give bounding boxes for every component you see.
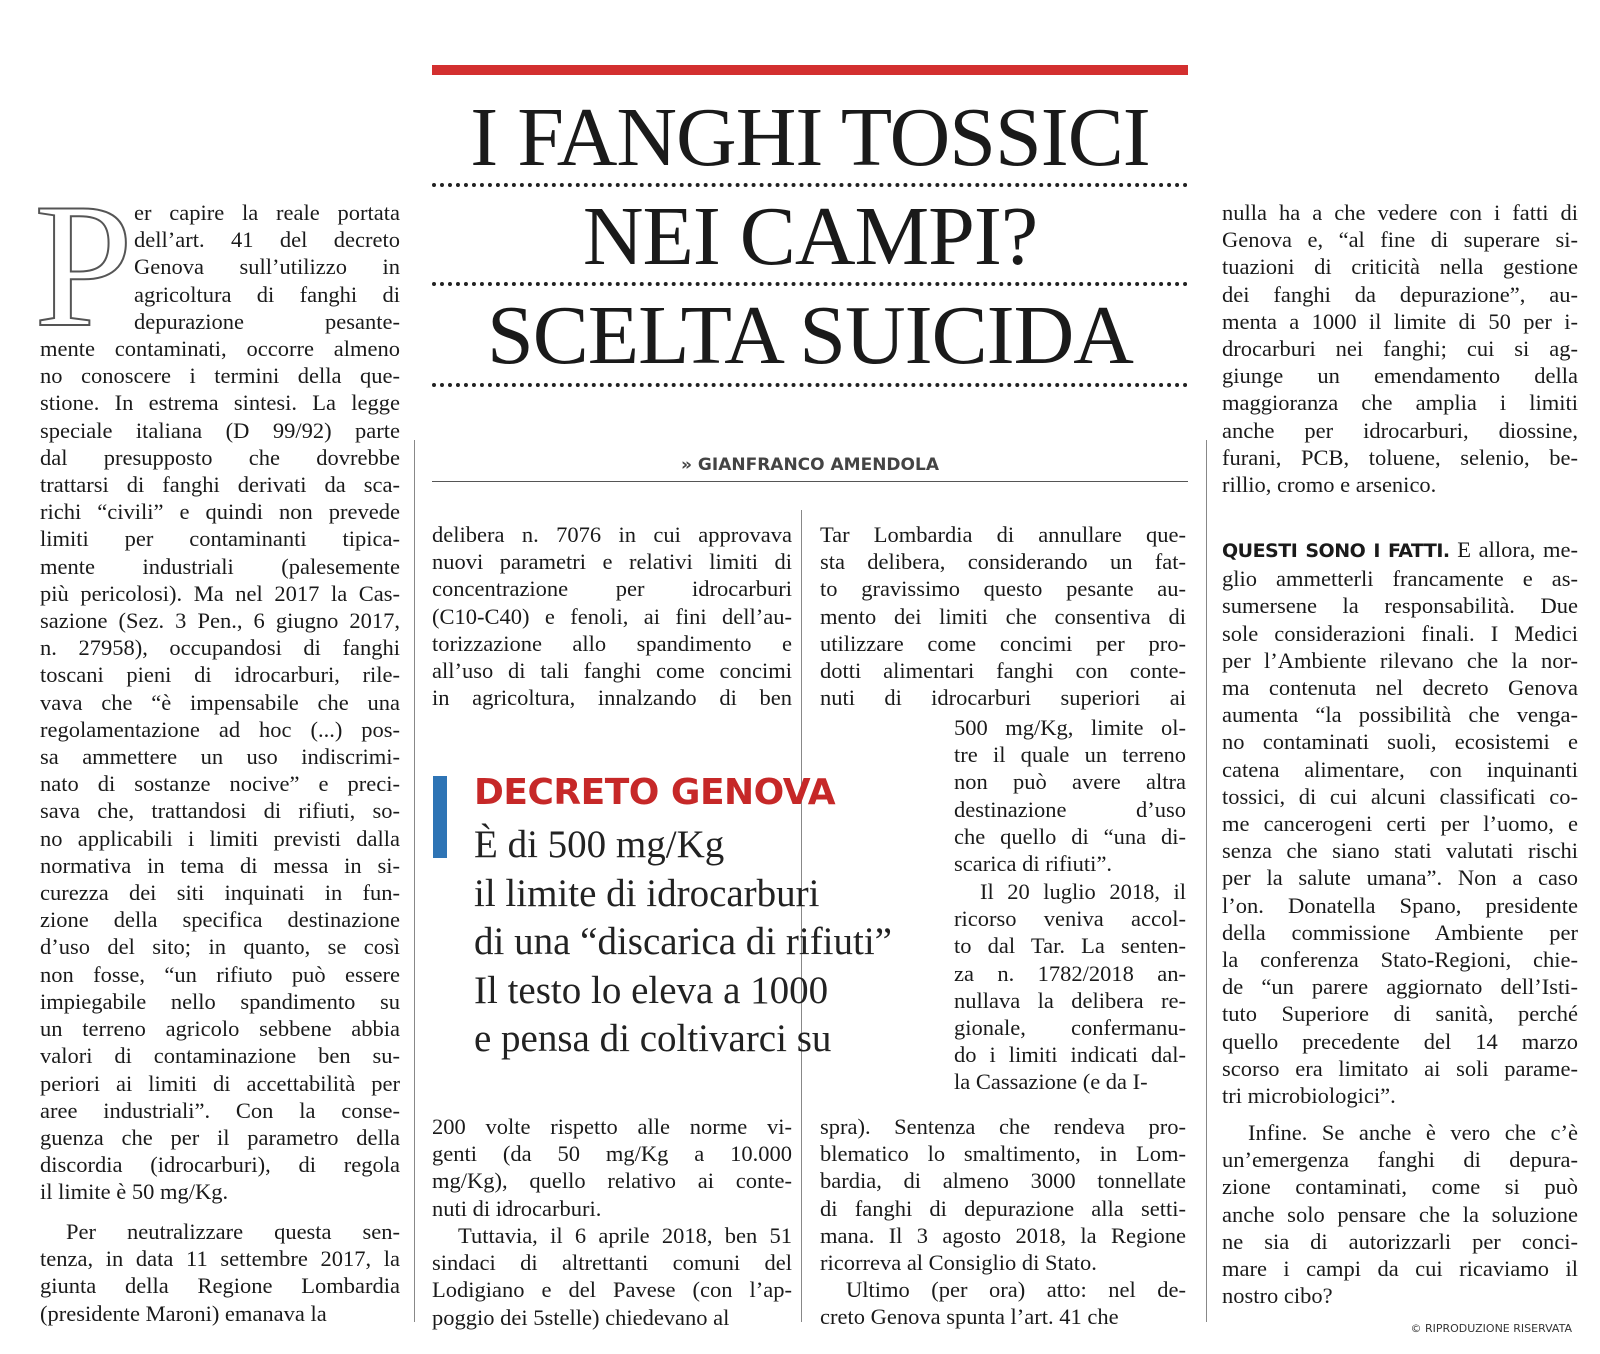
- pullquote-accent-bar: [433, 776, 447, 858]
- text-line: il limite è 50 mg/Kg.: [40, 1179, 229, 1205]
- drop-cap: P: [34, 166, 133, 364]
- article-column-2-bottom: [432, 1113, 792, 1222]
- text-line: dell’art. 41 del decreto: [134, 227, 400, 253]
- text-line: Genova sull’utilizzo in: [134, 254, 400, 280]
- text-line: regolamentazione ad hoc (...) pos-: [40, 716, 400, 742]
- text-line: giunge un emendamento della: [1222, 363, 1578, 389]
- text-line: blematico lo smaltimento, in Lom-: [820, 1141, 1186, 1167]
- text-line: la conferenza Stato-Regioni, chie-: [1222, 947, 1578, 973]
- text-line: tossici, di cui alcuni classificati co-: [1222, 783, 1578, 809]
- text-line: mare i campi da cui ricaviamo il: [1222, 1256, 1578, 1282]
- text-line: tri microbiologici”.: [1222, 1083, 1396, 1109]
- text-line: per la salute umana”. Non a caso: [1222, 865, 1578, 891]
- text-line: per l’Ambiente rilevano che la nor-: [1222, 647, 1578, 673]
- text-line: nuovi parametri e relativi limiti di: [432, 549, 792, 575]
- text-line: all’uso di tali fanghi come concimi: [432, 658, 792, 684]
- text-line: spra). Sentenza che rendeva pro-: [820, 1114, 1186, 1139]
- text-line: nullava la delibera re-: [954, 987, 1186, 1013]
- article-column-4-paragraph-2: [1222, 536, 1578, 1109]
- text-line: senza che siano stati valutati rischi: [1222, 838, 1578, 864]
- text-line: dal presupposto che dovrebbe: [40, 444, 400, 470]
- article-column-2-top: [432, 521, 792, 711]
- text-line: 200 volte rispetto alle norme vi-: [432, 1114, 792, 1139]
- text-line: nulla ha a che vedere con i fatti di: [1222, 200, 1578, 225]
- article-column-4: [1222, 199, 1578, 498]
- text-line: toscani pieni di idrocarburi, rile-: [40, 662, 400, 688]
- text-line: discordia (idrocarburi), di regola: [40, 1152, 400, 1178]
- text-line: d’uso del sito; in quanto, se così: [40, 934, 400, 960]
- text-line: er capire la reale portata: [134, 200, 400, 225]
- text-line: no contaminati suoli, ecosistemi e: [1222, 729, 1578, 755]
- text-line: zione contaminati, come si può: [1222, 1174, 1578, 1200]
- text-line: bardia, di almeno 3000 tonnellate: [820, 1168, 1186, 1194]
- text-line: depurazione pesante-: [134, 308, 400, 334]
- text-line: periori ai limiti di accettabilità per: [40, 1070, 400, 1096]
- pullquote-text: [474, 821, 944, 1064]
- text-line: non può avere altra: [954, 769, 1186, 795]
- text-line: 500 mg/Kg, limite ol-: [954, 715, 1186, 740]
- pullquote-line: di una “discarica di rifiuti”: [474, 920, 892, 963]
- text-line: l’on. Donatella Spano, presidente: [1222, 892, 1578, 918]
- text-line: zione della specifica destinazione: [40, 907, 400, 933]
- text-line: rillio, cromo e arsenico.: [1222, 472, 1437, 498]
- byline-rule: [432, 481, 1188, 482]
- text-line: do i limiti indicati dal-: [954, 1042, 1186, 1068]
- text-line: mento dei limiti che consentiva di: [820, 603, 1186, 629]
- text-line: limiti per contaminanti tipica-: [40, 526, 400, 552]
- text-line: menta a 1000 il limite di 50 per i-: [1222, 308, 1578, 334]
- text-line: dei fanghi da depurazione”, au-: [1222, 281, 1578, 307]
- article-column-3-top: [820, 521, 1186, 711]
- text-line: genti (da 50 mg/Kg a 10.000: [432, 1141, 792, 1167]
- pullquote-line: il limite di idrocarburi: [474, 871, 820, 915]
- text-line: ne sia di autorizzarli per conci-: [1222, 1228, 1578, 1254]
- lead-in: QUESTI SONO I FATTI.: [1222, 540, 1450, 562]
- text-line: sa ammettere un uso indiscrimi-: [40, 744, 400, 770]
- text-line: impiegabile nello spandimento su: [40, 988, 400, 1014]
- text-line: concentrazione per idrocarburi: [432, 576, 792, 602]
- text-line: scarica di rifiuti”.: [954, 851, 1113, 877]
- article-column-3-bottom: [820, 1113, 1186, 1276]
- text-line: sole considerazioni finali. I Medici: [1222, 620, 1578, 646]
- article-column-3-narrow-paragraph: [954, 878, 1186, 1096]
- article-column-2-bottom-paragraph: [432, 1222, 792, 1331]
- byline: » GIANFRANCO AMENDOLA: [681, 455, 939, 475]
- headline-dotted-rule-2: [432, 282, 1188, 286]
- text-line: un terreno agricolo sebbene abbia: [40, 1016, 400, 1042]
- text-line: tuto Superiore di sanità, perché: [1222, 1001, 1578, 1027]
- headline-line-2: NEI CAMPI?: [582, 190, 1038, 283]
- text-line: ma contenuta nel decreto Genova: [1222, 675, 1578, 701]
- text-line: torizzazione allo spandimento e: [432, 630, 792, 656]
- text-line: normativa in tema di messa in si-: [40, 852, 400, 878]
- text-line: più pericolosi). Ma nel 2017 la Cas-: [40, 580, 400, 606]
- article-column-1: [40, 199, 400, 1206]
- article-column-3-narrow: [954, 714, 1186, 877]
- text-line: tre il quale un terreno: [954, 742, 1186, 768]
- text-line: maggioranza che amplia i limiti: [1222, 390, 1578, 416]
- text-line: che quello di “una di-: [954, 823, 1186, 849]
- text-line: no conoscere i termini della que-: [40, 363, 400, 389]
- text-line: sta delibera, considerando un fat-: [820, 549, 1186, 575]
- text-line: me cancerogeni certi per l’uomo, e: [1222, 811, 1578, 837]
- text-line: aree industriali”. Con la conse-: [40, 1097, 400, 1123]
- pullquote-title: DECRETO GENOVA: [474, 772, 836, 813]
- text-line: sazione (Sez. 3 Pen., 6 giugno 2017,: [40, 608, 400, 634]
- text-line: drocarburi nei fanghi; cui si ag-: [1222, 336, 1578, 362]
- text-line: agricoltura di fanghi di: [134, 281, 400, 307]
- text-line: tenza, in data 11 settembre 2017, la: [40, 1246, 400, 1272]
- text-line: to dal Tar. La senten-: [954, 933, 1186, 959]
- pullquote-line: Il testo lo eleva a 1000: [474, 968, 829, 1012]
- text-line: Tuttavia, il 6 aprile 2018, ben 51: [458, 1223, 792, 1248]
- text-line: dotti alimentari fanghi con conte-: [820, 658, 1186, 684]
- headline-top-rule: [432, 65, 1188, 75]
- text-line: curezza dei siti inquinati in fun-: [40, 880, 400, 906]
- text-line: in agricoltura, innalzando di ben: [432, 685, 792, 711]
- text-line: nato di sostanze nocive” e preci-: [40, 771, 400, 797]
- column-rule-1: [414, 440, 415, 1322]
- text-line: gionale, confermanu-: [954, 1015, 1186, 1041]
- article-column-4-paragraph-3: [1222, 1119, 1578, 1309]
- text-line: ricorso veniva accol-: [954, 906, 1186, 932]
- copyright-notice: © RIPRODUZIONE RISERVATA: [1410, 1322, 1572, 1335]
- text-line: tuazioni di criticità nella gestione: [1222, 254, 1578, 280]
- text-line: nuti di idrocarburi superiori ai: [820, 685, 1186, 711]
- text-line: (presidente Maroni) emanava la: [40, 1300, 327, 1326]
- text-line: di fanghi di depurazione alla setti-: [820, 1195, 1186, 1221]
- text-line: vava che “è impensabile che una: [40, 689, 400, 715]
- text-line: richi “civili” e quindi non prevede: [40, 499, 400, 525]
- text-line: mg/Kg), quello relativo ai conte-: [432, 1168, 792, 1194]
- text-line: Infine. Se anche è vero che c’è: [1248, 1120, 1578, 1145]
- text-line: mente contaminati, occorre almeno: [40, 336, 400, 362]
- text-line: non fosse, “un rifiuto può essere: [40, 961, 400, 987]
- text-line: Tar Lombardia di annullare que-: [820, 522, 1186, 547]
- text-line: guenza che per il parametro della: [40, 1124, 400, 1150]
- text-fragment: E allora, me-: [1449, 537, 1578, 562]
- headline-dotted-rule-1: [432, 183, 1188, 187]
- headline-line-3: SCELTA SUICIDA: [487, 289, 1133, 382]
- article-column-3-bottom-paragraph: [820, 1276, 1186, 1330]
- text-line: un’emergenza fanghi di depura-: [1222, 1147, 1578, 1173]
- text-line: sindaci di altrettanti comuni del: [432, 1250, 792, 1276]
- column-rule-3: [1206, 440, 1207, 1322]
- text-line: speciale italiana (D 99/92) parte: [40, 417, 400, 443]
- pullquote-line: È di 500 mg/Kg: [474, 823, 725, 866]
- text-line: delibera n. 7076 in cui approvava: [432, 522, 792, 547]
- headline-line-1: I FANGHI TOSSICI: [470, 91, 1150, 184]
- text-line: la Cassazione (e da I-: [954, 1069, 1148, 1095]
- text-line: trattarsi di fanghi derivati da sca-: [40, 472, 400, 498]
- text-line: Ultimo (per ora) atto: nel de-: [846, 1277, 1186, 1302]
- text-line: to gravissimo questo pesante au-: [820, 576, 1186, 602]
- text-line: furani, PCB, toluene, selenio, be-: [1222, 444, 1578, 470]
- text-line: Lodigiano e del Pavese (con l’ap-: [432, 1277, 792, 1303]
- text-line: della commissione Ambiente per: [1222, 919, 1578, 945]
- text-line: glio ammetterli francamente e as-: [1222, 566, 1578, 592]
- text-line: anche solo pensare che la soluzione: [1222, 1201, 1578, 1227]
- text-line: de “un parere aggiornato dell’Isti-: [1222, 974, 1578, 1000]
- text-line: n. 27958), occupandosi di fanghi: [40, 635, 400, 661]
- text-line: (C10-C40) e fenoli, ai fini dell’au-: [432, 603, 792, 629]
- text-line: nuti di idrocarburi.: [432, 1195, 602, 1221]
- text-line: mana. Il 3 agosto 2018, la Regione: [820, 1222, 1186, 1248]
- text-line: [1222, 536, 1578, 565]
- text-line: anche per idrocarburi, diossine,: [1222, 417, 1578, 443]
- text-line: nostro cibo?: [1222, 1283, 1333, 1309]
- text-line: Per neutralizzare questa sen-: [66, 1219, 400, 1244]
- text-line: aumenta “la possibilità che venga-: [1222, 702, 1578, 728]
- text-line: no applicabili i limiti previsti dalla: [40, 825, 400, 851]
- text-line: Il 20 luglio 2018, il: [980, 879, 1186, 904]
- text-line: ricorreva al Consiglio di Stato.: [820, 1250, 1097, 1276]
- text-line: scorso era limitato ai soli parame-: [1222, 1055, 1578, 1081]
- text-line: sava che, trattandosi di rifiuti, so-: [40, 798, 400, 824]
- text-line: sumersene la responsabilità. Due: [1222, 593, 1578, 619]
- pullquote-line: e pensa di coltivarci su: [474, 1017, 832, 1060]
- text-line: za n. 1782/2018 an-: [954, 960, 1186, 986]
- text-line: creto Genova spunta l’art. 41 che: [820, 1304, 1119, 1330]
- text-line: destinazione d’uso: [954, 796, 1186, 822]
- text-line: mente industriali (palesemente: [40, 553, 400, 579]
- text-line: quello precedente del 14 marzo: [1222, 1028, 1578, 1054]
- article-column-1-paragraph-2: [40, 1218, 400, 1327]
- headline-dotted-rule-3: [432, 383, 1188, 387]
- text-line: poggio dei 5stelle) chiedevano al: [432, 1304, 730, 1330]
- text-line: Genova e, “al fine di superare si-: [1222, 227, 1578, 253]
- text-line: valori di contaminazione ben su-: [40, 1043, 400, 1069]
- text-line: catena alimentare, con inquinanti: [1222, 756, 1578, 782]
- text-line: giunta della Regione Lombardia: [40, 1273, 400, 1299]
- text-line: stione. In estrema sintesi. La legge: [40, 390, 400, 416]
- text-line: utilizzare come concimi per pro-: [820, 630, 1186, 656]
